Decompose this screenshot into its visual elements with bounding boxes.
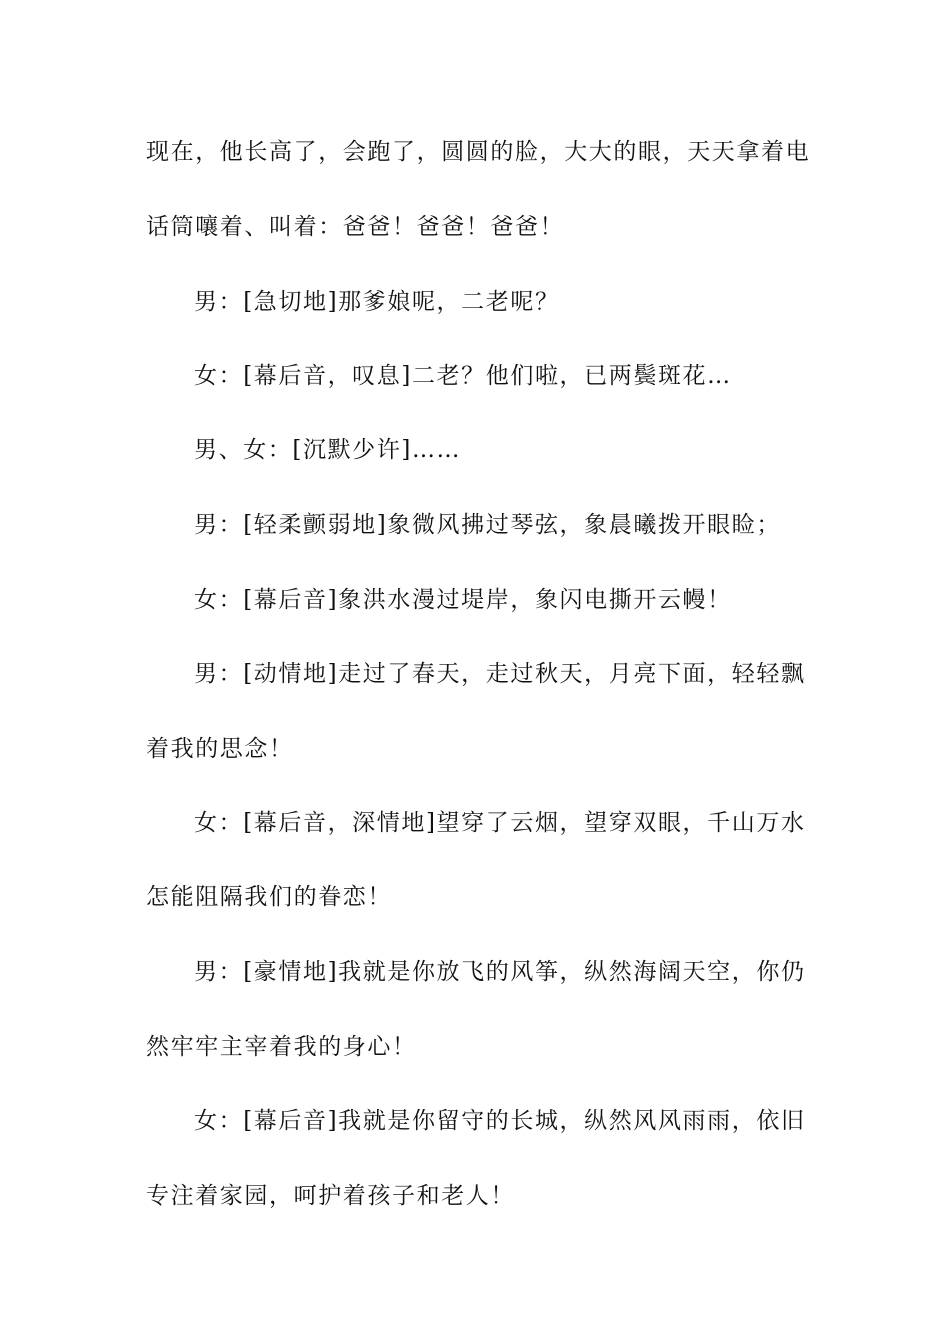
text-line-2: 话筒嚷着、叫着：爸爸！爸爸！爸爸！	[146, 214, 565, 240]
dialogue-line-both: 男、女：[沉默少许]……	[194, 437, 462, 463]
dialogue-line-male: 男：[急切地]那爹娘呢，二老呢？	[194, 289, 560, 315]
dialogue-line-continuation: 怎能阻隔我们的眷恋！	[146, 884, 392, 910]
dialogue-line-male: 男：[动情地]走过了春天，走过秋天，月亮下面，轻轻飘	[194, 661, 806, 687]
dialogue-line-female: 女：[幕后音，叹息]二老？他们啦，已两鬓斑花…	[194, 363, 732, 389]
dialogue-line-continuation: 着我的思念！	[146, 736, 294, 762]
dialogue-line-continuation: 然牢牢主宰着我的身心！	[146, 1034, 417, 1060]
dialogue-line-female: 女：[幕后音]象洪水漫过堤岸，象闪电撕开云幔！	[194, 587, 732, 613]
dialogue-line-female: 女：[幕后音]我就是你留守的长城，纵然风风雨雨，依旧	[194, 1108, 806, 1134]
dialogue-line-male: 男：[轻柔颤弱地]象微风拂过琴弦，象晨曦拨开眼睑；	[194, 512, 781, 538]
dialogue-line-female: 女：[幕后音，深情地]望穿了云烟，望穿双眼，千山万水	[194, 810, 806, 836]
dialogue-line-continuation: 专注着家园，呵护着孩子和老人！	[146, 1183, 515, 1209]
text-line-1: 现在，他长高了，会跑了，圆圆的脸，大大的眼，天天拿着电	[146, 139, 811, 165]
dialogue-line-male: 男：[豪情地]我就是你放飞的风筝，纵然海阔天空，你仍	[194, 959, 806, 985]
